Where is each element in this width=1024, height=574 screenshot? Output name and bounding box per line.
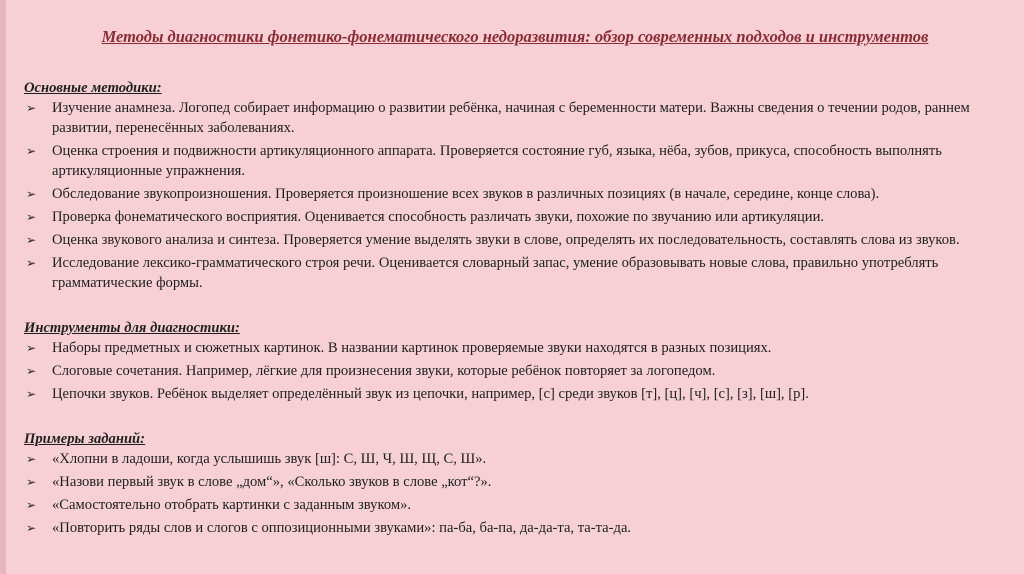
section-heading: Инструменты для диагностики: — [24, 320, 240, 336]
arrowhead-bullet-icon: ➢ — [26, 452, 37, 466]
arrowhead-bullet-icon: ➢ — [26, 521, 37, 535]
tools-list — [24, 338, 1004, 404]
list-item: ➢ Слоговые сочетания. Например, лёгкие для произнесения звуки, которые ребёнок повторяет за логопедом. — [26, 363, 716, 379]
list-item: ➢ Исследование лексико-грамматического строя речи. Оценивается словарный запас, умение образовывать новые слова, правильно употреблять грамматические формы. — [26, 255, 939, 291]
arrowhead-bullet-icon: ➢ — [26, 210, 37, 224]
methods-list — [24, 98, 1004, 293]
list-item: ➢ «Повторить ряды слов и слогов с оппозиционными звуками»: па-ба, ба-па, да-да-та, та-та-да. — [26, 520, 632, 536]
list-item: ➢ Наборы предметных и сюжетных картинок. В названии картинок проверяемые звуки находятся в разных позициях. — [26, 340, 772, 356]
list-item: ➢ Оценка звукового анализа и синтеза. Проверяется умение выделять звуки в слове, определять их последовательность, составлять слова из звуков. — [26, 232, 960, 248]
arrowhead-bullet-icon: ➢ — [26, 144, 37, 158]
slide-title: Методы диагностики фонетико-фонематического недоразвития: обзор современных подходов и инструментов — [101, 27, 929, 46]
list-item: ➢ «Хлопни в ладоши, когда услышишь звук [ш]: С, Ш, Ч, Ш, Щ, С, Ш». — [26, 451, 487, 467]
spacer — [24, 407, 1004, 429]
section-tools — [24, 318, 1004, 404]
arrowhead-bullet-icon: ➢ — [26, 364, 37, 378]
list-item: ➢ «Назови первый звук в слове „дом“», «Сколько звуков в слове „кот“?». — [26, 474, 492, 490]
arrowhead-bullet-icon: ➢ — [26, 341, 37, 355]
section-heading: Примеры заданий: — [24, 431, 146, 447]
spacer — [24, 296, 1004, 318]
list-item: ➢ Изучение анамнеза. Логопед собирает информацию о развитии ребёнка, начиная с беременности матери. Важны сведения о течении родов, раннем развитии, перенесённых заболеваниях. — [26, 100, 970, 136]
list-item: ➢ Обследование звукопроизношения. Проверяется произношение всех звуков в различных позициях (в начале, середине, конце слова). — [26, 186, 880, 202]
slide-content — [24, 78, 1004, 541]
arrowhead-bullet-icon: ➢ — [26, 101, 37, 115]
arrowhead-bullet-icon: ➢ — [26, 387, 37, 401]
arrowhead-bullet-icon: ➢ — [26, 256, 37, 270]
section-examples — [24, 429, 1004, 538]
arrowhead-bullet-icon: ➢ — [26, 233, 37, 247]
section-heading: Основные методики: — [24, 80, 162, 96]
list-item: ➢ Оценка строения и подвижности артикуляционного аппарата. Проверяется состояние губ, языка, нёба, зубов, прикуса, способность выполнять артикуляционные упражнения. — [26, 143, 942, 179]
arrowhead-bullet-icon: ➢ — [26, 475, 37, 489]
section-methods — [24, 78, 1004, 293]
list-item: ➢ Проверка фонематического восприятия. Оценивается способность различать звуки, похожие по звучанию или артикуляции. — [26, 209, 825, 225]
arrowhead-bullet-icon: ➢ — [26, 187, 37, 201]
list-item: ➢ Цепочки звуков. Ребёнок выделяет определённый звук из цепочки, например, [с] среди звуков [т], [ц], [ч], [с], [з], [ш], [р]. — [26, 386, 809, 402]
arrowhead-bullet-icon: ➢ — [26, 498, 37, 512]
list-item: ➢ «Самостоятельно отобрать картинки с заданным звуком». — [26, 497, 412, 513]
examples-list — [24, 449, 1004, 538]
